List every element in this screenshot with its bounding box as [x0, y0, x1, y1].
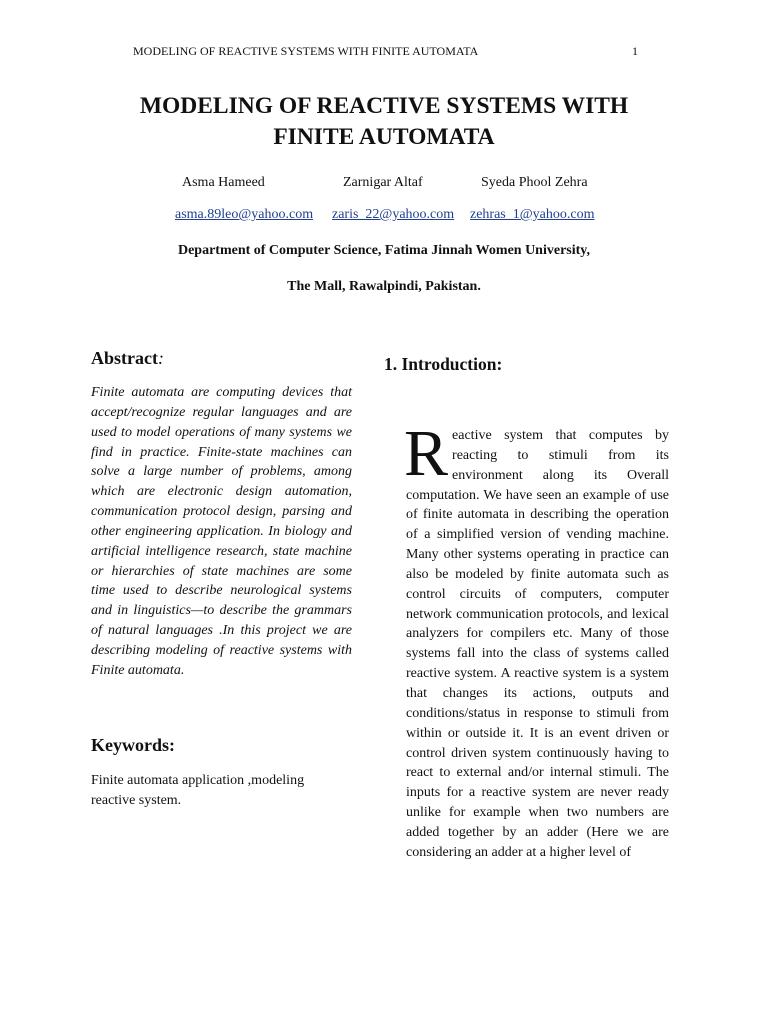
introduction-heading: 1. Introduction:	[384, 354, 503, 374]
page-number: 1	[632, 44, 638, 58]
author-email-link[interactable]: zehras_1@yahoo.com	[470, 207, 595, 222]
introduction-text	[404, 417, 669, 863]
paper-title	[60, 91, 708, 153]
author-email-link[interactable]: asma.89leo@yahoo.com	[175, 207, 314, 222]
keywords-text: Finite automata application ,modeling reactive system.	[91, 773, 305, 808]
running-header-title: MODELING OF REACTIVE SYSTEMS WITH FINITE AUTOMATA	[133, 44, 479, 58]
author-name: Zarnigar Altaf	[343, 175, 423, 190]
affiliation-line-2: The Mall, Rawalpindi, Pakistan.	[287, 279, 481, 294]
running-header	[133, 44, 638, 59]
paper-title-line-1: MODELING OF REACTIVE SYSTEMS WITH	[139, 93, 629, 119]
abstract-heading-text: Abstract	[91, 348, 158, 368]
affiliation-line-1: Department of Computer Science, Fatima Jinnah Women University,	[177, 243, 591, 258]
author-email-link[interactable]: zaris_22@yahoo.com	[332, 207, 455, 222]
abstract-text: Finite automata are computing devices that accept/recognize regular languages and are used to model operations of many systems we find in practice. Finite-state machines can solve a large number of problems, among which are electronic design automation, communication protocol design, parsing and other engineering application. In biology and artificial intelligence research, state machine or hierarchies of state machines are some time used to describe neurological systems and in linguistics—to describe the grammars of natural languages .In this project we are describing modeling of reactive systems with Finite automata.	[91, 385, 352, 678]
introduction-paragraph: eactive system that computes by reacting to stimuli from its environment along its Overall computation. We have seen an example of use of finite automata in describing the operation of a simplified version of vending machine. Many other systems operating in practice can also be modeled by finite automata such as control circuits of computers, computer network communication protocols, and lexical analyzers for compilers etc. Many of those systems fall into the class of systems called reactive system. A reactive system is a system that changes its actions, outputs and conditions/status in response to stimuli from within or outside it. It is an event driven or control driven system continuously having to react to external and/or internal stimuli. The inputs for a reactive system are never ready unlike for example when two numbers are added together by an adder (Here we are considering an adder at a higher level of	[406, 428, 669, 860]
abstract-heading	[91, 348, 164, 369]
abstract-heading-colon: :	[157, 348, 164, 368]
keywords-heading: Keywords:	[91, 735, 175, 755]
drop-cap: R	[404, 417, 449, 490]
paper-title-line-2: FINITE AUTOMATA	[273, 124, 495, 150]
author-name: Syeda Phool Zehra	[481, 175, 588, 190]
author-name: Asma Hameed	[182, 175, 265, 190]
